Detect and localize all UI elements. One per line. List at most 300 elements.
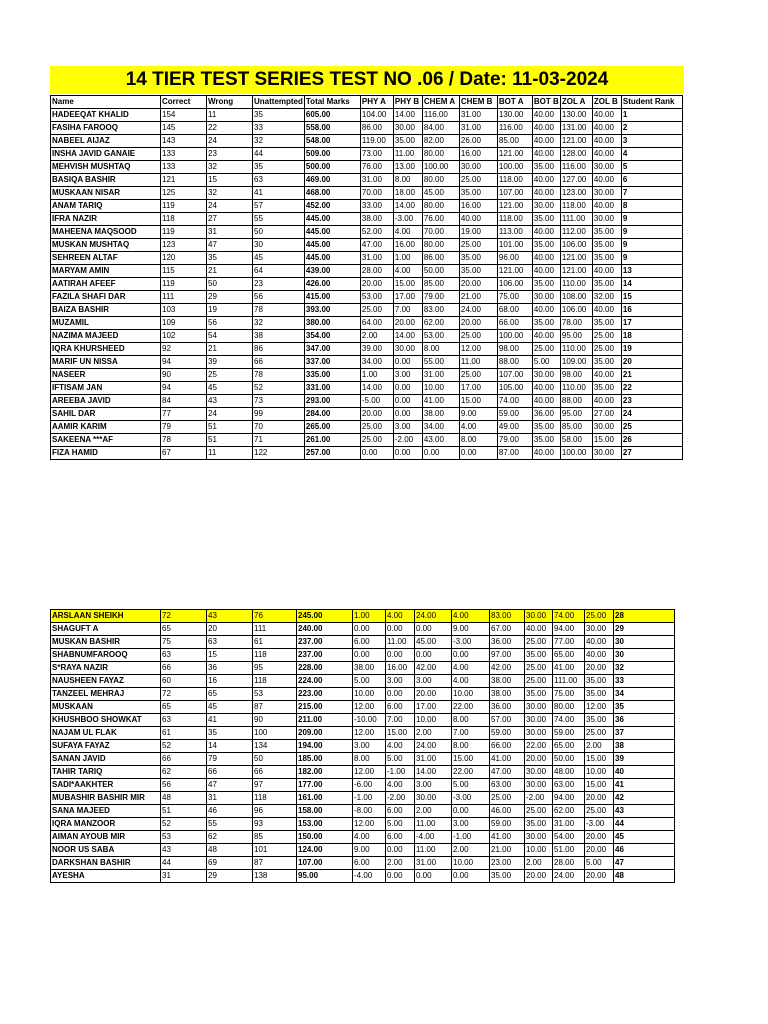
cell-bot-b: 35.00 xyxy=(532,278,560,291)
cell-phy-a: 47.00 xyxy=(360,239,393,252)
column-header-unattempted: Unattempted xyxy=(253,96,305,109)
cell-total-marks: 445.00 xyxy=(304,239,360,252)
cell-correct: 94 xyxy=(161,382,207,395)
cell-total-marks: 265.00 xyxy=(304,421,360,434)
cell-phy-a: 38.00 xyxy=(360,213,393,226)
cell-chem-a: 45.00 xyxy=(415,636,452,649)
table-row xyxy=(51,753,675,766)
table-row xyxy=(51,382,683,395)
cell-bot-b: 10.00 xyxy=(525,844,553,857)
cell-total-marks: 228.00 xyxy=(297,662,353,675)
cell-chem-b: -3.00 xyxy=(452,636,490,649)
cell-chem-b: 35.00 xyxy=(459,252,497,265)
cell-rank: 17 xyxy=(621,317,682,330)
cell-phy-a: 25.00 xyxy=(360,434,393,447)
cell-wrong: 35 xyxy=(207,727,253,740)
table-row xyxy=(51,135,683,148)
cell-bot-b: 40.00 xyxy=(525,623,553,636)
cell-phy-a: 119.00 xyxy=(360,135,393,148)
table-row xyxy=(51,304,683,317)
cell-phy-a: 70.00 xyxy=(360,187,393,200)
cell-chem-b: 0.00 xyxy=(452,805,490,818)
cell-correct: 72 xyxy=(161,688,207,701)
column-header-rank: Student Rank xyxy=(621,96,682,109)
table-row xyxy=(51,805,675,818)
cell-zol-a: 130.00 xyxy=(560,109,592,122)
cell-zol-a: 106.00 xyxy=(560,239,592,252)
cell-zol-b: 40.00 xyxy=(592,200,621,213)
cell-bot-b: 40.00 xyxy=(532,135,560,148)
cell-bot-b: 5.00 xyxy=(532,356,560,369)
cell-bot-b: 35.00 xyxy=(532,161,560,174)
cell-zol-b: 40.00 xyxy=(592,109,621,122)
table-row xyxy=(51,714,675,727)
cell-rank: 36 xyxy=(614,714,675,727)
cell-bot-b: 22.00 xyxy=(525,740,553,753)
cell-bot-b: 30.00 xyxy=(525,766,553,779)
cell-name: TANZEEL MEHRAJ xyxy=(51,688,161,701)
cell-zol-a: 100.00 xyxy=(560,447,592,460)
cell-zol-b: 35.00 xyxy=(592,382,621,395)
cell-chem-b: 26.00 xyxy=(459,135,497,148)
cell-phy-b: 6.00 xyxy=(386,831,415,844)
cell-unattempted: 50 xyxy=(253,226,305,239)
cell-bot-a: 105.00 xyxy=(497,382,532,395)
cell-phy-b: 0.00 xyxy=(386,623,415,636)
table-row xyxy=(51,213,683,226)
cell-phy-b: 3.00 xyxy=(393,421,422,434)
cell-zol-b: 15.00 xyxy=(592,434,621,447)
cell-correct: 121 xyxy=(161,174,207,187)
cell-correct: 44 xyxy=(161,857,207,870)
cell-zol-a: 95.00 xyxy=(560,408,592,421)
cell-unattempted: 38 xyxy=(253,330,305,343)
cell-total-marks: 445.00 xyxy=(304,252,360,265)
cell-name: INSHA JAVID GANAIE xyxy=(51,148,161,161)
cell-rank: 34 xyxy=(614,688,675,701)
cell-chem-a: 45.00 xyxy=(422,187,459,200)
cell-zol-a: 54.00 xyxy=(553,831,585,844)
cell-rank: 38 xyxy=(614,740,675,753)
cell-chem-a: 0.00 xyxy=(415,623,452,636)
cell-unattempted: 96 xyxy=(253,805,297,818)
cell-unattempted: 32 xyxy=(253,317,305,330)
cell-rank: 5 xyxy=(621,161,682,174)
table-row xyxy=(51,278,683,291)
cell-bot-a: 63.00 xyxy=(490,779,525,792)
cell-chem-b: 5.00 xyxy=(452,779,490,792)
cell-wrong: 50 xyxy=(207,278,253,291)
column-header-wrong: Wrong xyxy=(207,96,253,109)
cell-zol-a: 116.00 xyxy=(560,161,592,174)
cell-name: NAJAM UL FLAK xyxy=(51,727,161,740)
cell-unattempted: 41 xyxy=(253,187,305,200)
cell-phy-a: 6.00 xyxy=(353,636,386,649)
cell-unattempted: 56 xyxy=(253,291,305,304)
cell-unattempted: 90 xyxy=(253,714,297,727)
table-body xyxy=(51,109,683,460)
cell-zol-b: 30.00 xyxy=(592,213,621,226)
cell-total-marks: 158.00 xyxy=(297,805,353,818)
cell-bot-b: 25.00 xyxy=(532,343,560,356)
cell-phy-a: -8.00 xyxy=(353,805,386,818)
cell-rank: 22 xyxy=(621,382,682,395)
cell-wrong: 31 xyxy=(207,226,253,239)
cell-phy-a: 20.00 xyxy=(360,278,393,291)
cell-rank: 7 xyxy=(621,187,682,200)
cell-bot-b: 20.00 xyxy=(525,870,553,883)
cell-correct: 52 xyxy=(161,740,207,753)
table-row xyxy=(51,766,675,779)
cell-bot-a: 101.00 xyxy=(497,239,532,252)
cell-correct: 143 xyxy=(161,135,207,148)
cell-wrong: 43 xyxy=(207,610,253,623)
cell-unattempted: 118 xyxy=(253,649,297,662)
cell-phy-a: 2.00 xyxy=(360,330,393,343)
cell-name: IFTISAM JAN xyxy=(51,382,161,395)
cell-phy-a: 12.00 xyxy=(353,818,386,831)
results-table-bottom xyxy=(50,609,675,883)
cell-phy-a: 104.00 xyxy=(360,109,393,122)
header-row xyxy=(51,96,683,109)
cell-phy-b: 16.00 xyxy=(386,662,415,675)
table-row xyxy=(51,395,683,408)
cell-name: FASIHA FAROOQ xyxy=(51,122,161,135)
cell-correct: 75 xyxy=(161,636,207,649)
cell-unattempted: 78 xyxy=(253,369,305,382)
cell-chem-a: -4.00 xyxy=(415,831,452,844)
results-table-top xyxy=(50,95,683,460)
cell-rank: 28 xyxy=(614,610,675,623)
table-row xyxy=(51,369,683,382)
cell-bot-b: 40.00 xyxy=(532,109,560,122)
cell-chem-b: 31.00 xyxy=(459,109,497,122)
cell-bot-b: 40.00 xyxy=(532,330,560,343)
cell-rank: 9 xyxy=(621,252,682,265)
cell-rank: 9 xyxy=(621,239,682,252)
cell-rank: 21 xyxy=(621,369,682,382)
cell-chem-a: 3.00 xyxy=(415,675,452,688)
cell-total-marks: 211.00 xyxy=(297,714,353,727)
cell-correct: 56 xyxy=(161,779,207,792)
cell-rank: 30 xyxy=(614,649,675,662)
cell-bot-b: 30.00 xyxy=(525,831,553,844)
cell-correct: 90 xyxy=(161,369,207,382)
cell-chem-b: 10.00 xyxy=(452,688,490,701)
cell-phy-b: 6.00 xyxy=(386,701,415,714)
cell-bot-b: 35.00 xyxy=(525,688,553,701)
cell-phy-a: -1.00 xyxy=(353,792,386,805)
cell-zol-a: 121.00 xyxy=(560,135,592,148)
cell-rank: 25 xyxy=(621,421,682,434)
cell-zol-b: 40.00 xyxy=(592,148,621,161)
cell-name: IQRA KHURSHEED xyxy=(51,343,161,356)
cell-zol-b: 40.00 xyxy=(592,369,621,382)
cell-rank: 4 xyxy=(621,148,682,161)
cell-phy-b: -2.00 xyxy=(393,434,422,447)
cell-zol-a: 75.00 xyxy=(553,688,585,701)
cell-zol-b: 35.00 xyxy=(592,356,621,369)
cell-bot-b: 35.00 xyxy=(525,649,553,662)
table-row xyxy=(51,675,675,688)
cell-zol-b: 35.00 xyxy=(592,317,621,330)
cell-bot-a: 79.00 xyxy=(497,434,532,447)
table-row xyxy=(51,662,675,675)
cell-name: S*RAYA NAZIR xyxy=(51,662,161,675)
cell-wrong: 41 xyxy=(207,714,253,727)
cell-phy-b: 0.00 xyxy=(393,408,422,421)
cell-zol-a: 41.00 xyxy=(553,662,585,675)
cell-correct: 123 xyxy=(161,239,207,252)
cell-name: TAHIR TARIQ xyxy=(51,766,161,779)
column-header-bot-a: BOT A xyxy=(497,96,532,109)
cell-name: AAMIR KARIM xyxy=(51,421,161,434)
cell-zol-b: 35.00 xyxy=(592,239,621,252)
cell-wrong: 29 xyxy=(207,870,253,883)
table-row xyxy=(51,779,675,792)
cell-chem-b: 8.00 xyxy=(452,714,490,727)
cell-rank: 16 xyxy=(621,304,682,317)
cell-rank: 37 xyxy=(614,727,675,740)
cell-zol-a: 108.00 xyxy=(560,291,592,304)
cell-correct: 60 xyxy=(161,675,207,688)
cell-rank: 29 xyxy=(614,623,675,636)
cell-phy-b: 1.00 xyxy=(393,252,422,265)
cell-correct: 79 xyxy=(161,421,207,434)
cell-chem-b: 40.00 xyxy=(459,213,497,226)
cell-rank: 42 xyxy=(614,792,675,805)
cell-correct: 111 xyxy=(161,291,207,304)
table-row xyxy=(51,727,675,740)
cell-bot-a: 121.00 xyxy=(497,200,532,213)
cell-wrong: 36 xyxy=(207,662,253,675)
cell-bot-b: 36.00 xyxy=(532,408,560,421)
cell-bot-b: 40.00 xyxy=(532,148,560,161)
cell-total-marks: 335.00 xyxy=(304,369,360,382)
table-row xyxy=(51,239,683,252)
cell-correct: 62 xyxy=(161,766,207,779)
cell-chem-b: 0.00 xyxy=(452,870,490,883)
cell-zol-a: 78.00 xyxy=(560,317,592,330)
cell-correct: 65 xyxy=(161,623,207,636)
cell-bot-b: 40.00 xyxy=(532,304,560,317)
cell-chem-b: 8.00 xyxy=(459,434,497,447)
cell-name: MUZAMIL xyxy=(51,317,161,330)
cell-phy-a: 73.00 xyxy=(360,148,393,161)
cell-zol-b: 35.00 xyxy=(585,714,614,727)
cell-bot-b: 30.00 xyxy=(525,714,553,727)
cell-name: MUBASHIR BASHIR MIR xyxy=(51,792,161,805)
cell-total-marks: 161.00 xyxy=(297,792,353,805)
cell-wrong: 14 xyxy=(207,740,253,753)
cell-unattempted: 73 xyxy=(253,395,305,408)
cell-phy-b: 14.00 xyxy=(393,200,422,213)
cell-chem-b: 12.00 xyxy=(459,343,497,356)
cell-chem-a: 80.00 xyxy=(422,174,459,187)
cell-rank: 39 xyxy=(614,753,675,766)
table-row xyxy=(51,356,683,369)
cell-phy-a: 3.00 xyxy=(353,740,386,753)
cell-zol-b: 40.00 xyxy=(592,395,621,408)
cell-chem-a: 11.00 xyxy=(415,844,452,857)
cell-phy-b: 14.00 xyxy=(393,109,422,122)
cell-unattempted: 30 xyxy=(253,239,305,252)
cell-zol-a: 112.00 xyxy=(560,226,592,239)
table-row xyxy=(51,408,683,421)
cell-rank: 20 xyxy=(621,356,682,369)
cell-chem-b: 30.00 xyxy=(459,161,497,174)
cell-chem-b: 25.00 xyxy=(459,239,497,252)
cell-phy-b: -1.00 xyxy=(386,766,415,779)
cell-total-marks: 380.00 xyxy=(304,317,360,330)
cell-chem-a: 83.00 xyxy=(422,304,459,317)
cell-total-marks: 439.00 xyxy=(304,265,360,278)
cell-phy-b: -3.00 xyxy=(393,213,422,226)
cell-correct: 103 xyxy=(161,304,207,317)
cell-chem-a: 70.00 xyxy=(422,226,459,239)
cell-unattempted: 45 xyxy=(253,252,305,265)
cell-phy-b: 0.00 xyxy=(393,382,422,395)
cell-zol-a: 131.00 xyxy=(560,122,592,135)
cell-wrong: 45 xyxy=(207,701,253,714)
cell-bot-a: 21.00 xyxy=(490,844,525,857)
table-row xyxy=(51,317,683,330)
cell-chem-a: 62.00 xyxy=(422,317,459,330)
table-row xyxy=(51,291,683,304)
cell-zol-a: 127.00 xyxy=(560,174,592,187)
cell-zol-a: 28.00 xyxy=(553,857,585,870)
cell-correct: 52 xyxy=(161,818,207,831)
cell-name: ARSLAAN SHEIKH xyxy=(51,610,161,623)
column-header-chem-a: CHEM A xyxy=(422,96,459,109)
cell-zol-a: 59.00 xyxy=(553,727,585,740)
cell-chem-a: 0.00 xyxy=(415,870,452,883)
cell-unattempted: 100 xyxy=(253,727,297,740)
cell-wrong: 21 xyxy=(207,265,253,278)
cell-name: SANA MAJEED xyxy=(51,805,161,818)
cell-zol-b: 40.00 xyxy=(592,122,621,135)
cell-chem-b: 35.00 xyxy=(459,187,497,200)
cell-unattempted: 44 xyxy=(253,148,305,161)
cell-wrong: 46 xyxy=(207,805,253,818)
cell-zol-b: 10.00 xyxy=(585,766,614,779)
cell-phy-a: 52.00 xyxy=(360,226,393,239)
cell-phy-b: 11.00 xyxy=(393,148,422,161)
cell-rank: 3 xyxy=(621,135,682,148)
cell-rank: 32 xyxy=(614,662,675,675)
cell-wrong: 32 xyxy=(207,187,253,200)
cell-chem-b: -3.00 xyxy=(452,792,490,805)
cell-total-marks: 469.00 xyxy=(304,174,360,187)
cell-wrong: 51 xyxy=(207,434,253,447)
cell-total-marks: 185.00 xyxy=(297,753,353,766)
cell-phy-a: 12.00 xyxy=(353,766,386,779)
cell-name: SANAN JAVID xyxy=(51,753,161,766)
cell-wrong: 23 xyxy=(207,148,253,161)
cell-bot-a: 57.00 xyxy=(490,714,525,727)
cell-bot-a: 87.00 xyxy=(497,447,532,460)
table-row xyxy=(51,623,675,636)
cell-correct: 119 xyxy=(161,226,207,239)
cell-chem-b: 10.00 xyxy=(452,857,490,870)
cell-name: NOOR US SABA xyxy=(51,844,161,857)
cell-phy-a: 53.00 xyxy=(360,291,393,304)
cell-wrong: 63 xyxy=(207,636,253,649)
cell-wrong: 47 xyxy=(207,239,253,252)
cell-unattempted: 64 xyxy=(253,265,305,278)
cell-wrong: 43 xyxy=(207,395,253,408)
cell-bot-b: 35.00 xyxy=(532,239,560,252)
cell-correct: 66 xyxy=(161,753,207,766)
cell-chem-b: 11.00 xyxy=(459,356,497,369)
cell-unattempted: 70 xyxy=(253,421,305,434)
cell-phy-b: 18.00 xyxy=(393,187,422,200)
cell-zol-b: 35.00 xyxy=(592,226,621,239)
cell-phy-a: 4.00 xyxy=(353,831,386,844)
cell-bot-b: 30.00 xyxy=(525,779,553,792)
cell-correct: 145 xyxy=(161,122,207,135)
cell-unattempted: 122 xyxy=(253,447,305,460)
cell-zol-a: 121.00 xyxy=(560,252,592,265)
table-body xyxy=(51,610,675,883)
cell-zol-b: 15.00 xyxy=(585,779,614,792)
cell-wrong: 79 xyxy=(207,753,253,766)
cell-total-marks: 445.00 xyxy=(304,226,360,239)
column-header-zol-b: ZOL B xyxy=(592,96,621,109)
cell-correct: 120 xyxy=(161,252,207,265)
cell-wrong: 62 xyxy=(207,831,253,844)
cell-bot-b: 40.00 xyxy=(532,265,560,278)
cell-phy-b: 4.00 xyxy=(386,779,415,792)
cell-total-marks: 426.00 xyxy=(304,278,360,291)
table-row xyxy=(51,844,675,857)
cell-chem-b: 9.00 xyxy=(452,623,490,636)
cell-rank: 14 xyxy=(621,278,682,291)
cell-correct: 66 xyxy=(161,662,207,675)
cell-zol-b: 20.00 xyxy=(585,662,614,675)
cell-total-marks: 293.00 xyxy=(304,395,360,408)
cell-chem-b: 16.00 xyxy=(459,148,497,161)
cell-wrong: 39 xyxy=(207,356,253,369)
cell-correct: 77 xyxy=(161,408,207,421)
table-row xyxy=(51,343,683,356)
cell-unattempted: 35 xyxy=(253,109,305,122)
cell-correct: 119 xyxy=(161,200,207,213)
cell-bot-b: 2.00 xyxy=(525,857,553,870)
cell-unattempted: 93 xyxy=(253,818,297,831)
cell-chem-a: 31.00 xyxy=(415,753,452,766)
cell-correct: 67 xyxy=(161,447,207,460)
cell-unattempted: 63 xyxy=(253,174,305,187)
cell-chem-a: 2.00 xyxy=(415,805,452,818)
cell-chem-a: 50.00 xyxy=(422,265,459,278)
cell-phy-b: 0.00 xyxy=(386,844,415,857)
table-row xyxy=(51,870,675,883)
cell-bot-a: 107.00 xyxy=(497,369,532,382)
cell-bot-a: 67.00 xyxy=(490,623,525,636)
cell-wrong: 69 xyxy=(207,857,253,870)
test-title: 14 TIER TEST SERIES TEST NO .06 / Date: 11-03-2024 xyxy=(125,69,609,90)
cell-zol-a: 121.00 xyxy=(560,265,592,278)
cell-bot-a: 49.00 xyxy=(497,421,532,434)
cell-name: BAIZA BASHIR xyxy=(51,304,161,317)
cell-name: SAHIL DAR xyxy=(51,408,161,421)
cell-zol-a: 58.00 xyxy=(560,434,592,447)
cell-bot-a: 116.00 xyxy=(497,122,532,135)
column-header-correct: Correct xyxy=(161,96,207,109)
cell-name: FAZILA SHAFI DAR xyxy=(51,291,161,304)
cell-unattempted: 87 xyxy=(253,701,297,714)
